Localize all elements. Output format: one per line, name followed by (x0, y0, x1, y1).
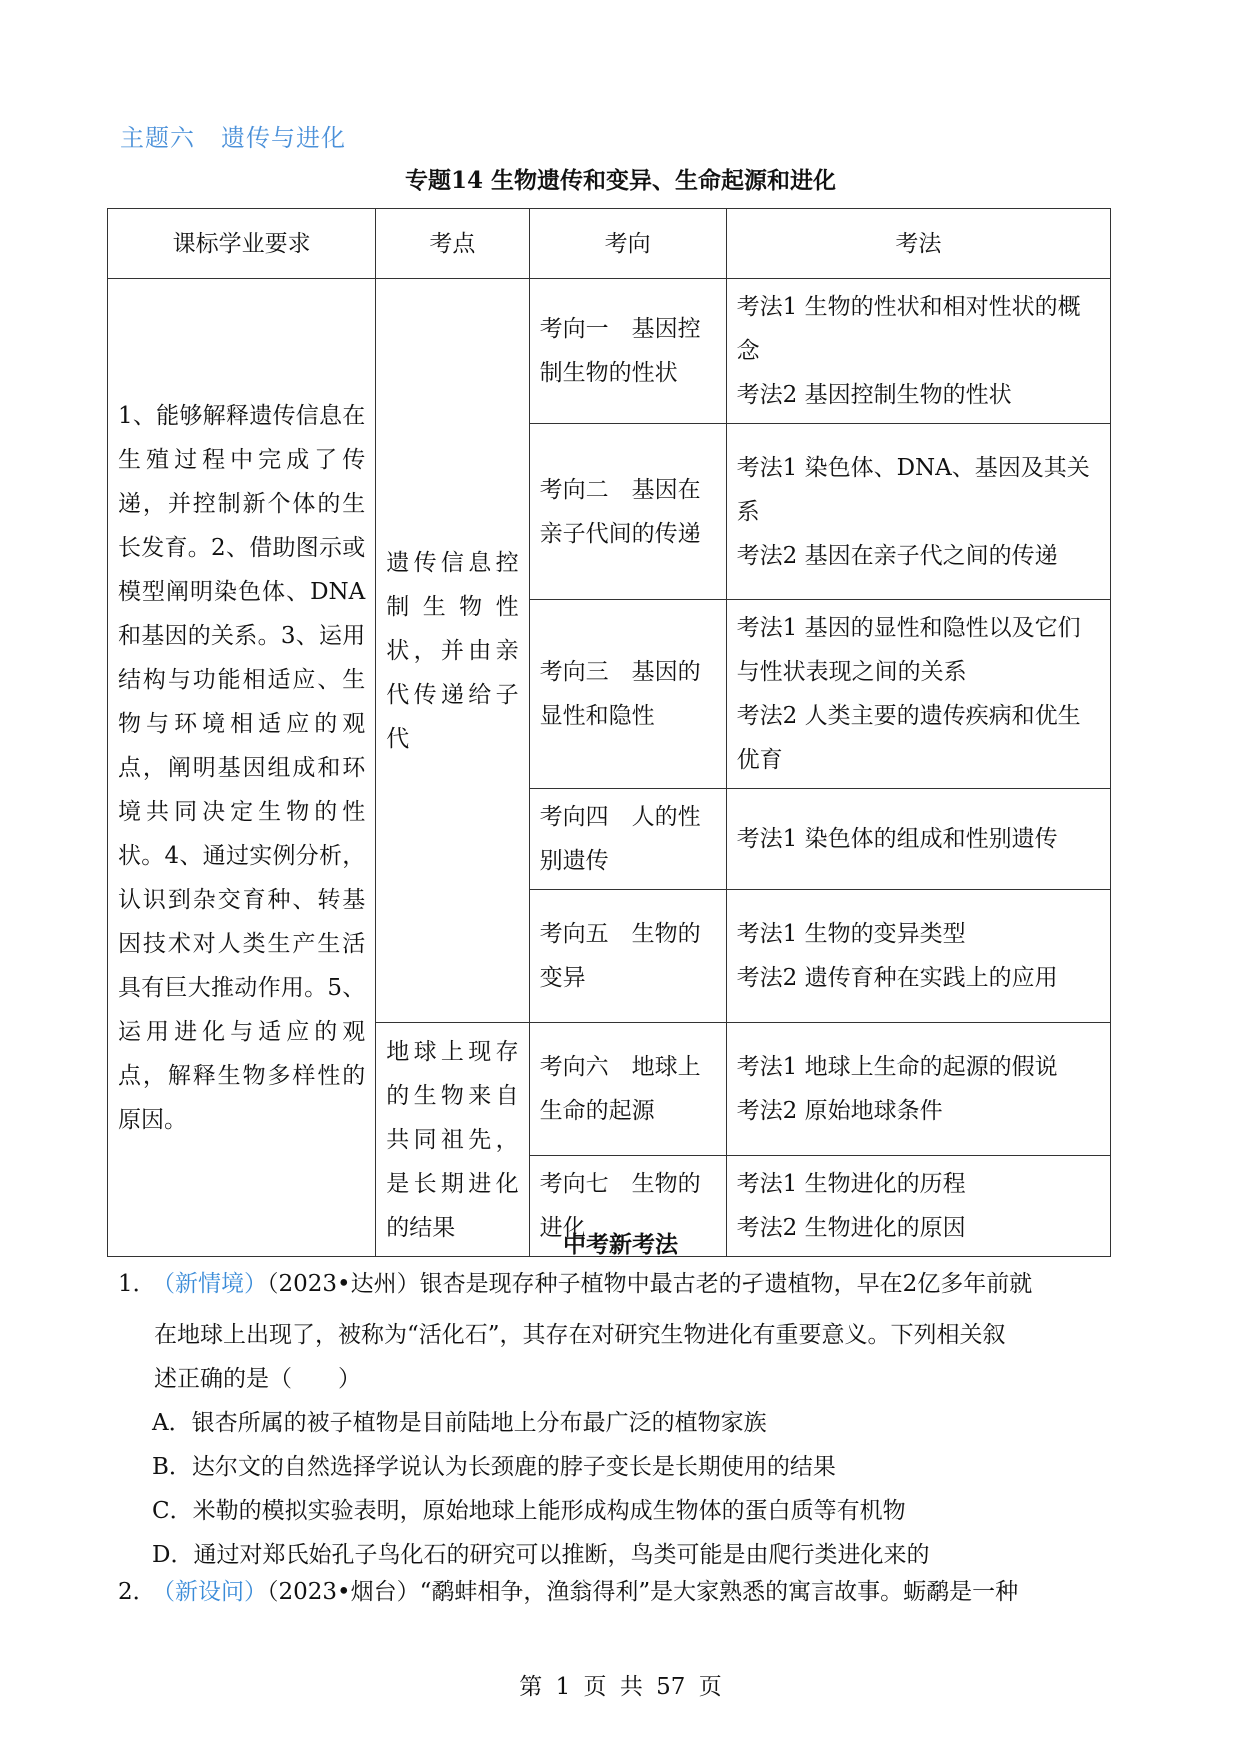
direction-cell: 考向五 生物的变异 (529, 890, 726, 1023)
direction-cell: 考向六 地球上生命的起源 (529, 1023, 726, 1156)
theme-label: 主题六 (120, 124, 195, 152)
curriculum-table (107, 208, 1111, 1257)
point-cell-2: 地球上现存的生物来自共同祖先，是长期进化的结果 (376, 1023, 529, 1257)
method-cell (726, 890, 1110, 1023)
option-d: D．通过对郑氏始孔子鸟化石的研究可以推断，鸟类可能是由爬行类进化来的 (152, 1542, 930, 1568)
question-text: （2023•烟台）“鹬蚌相争，渔翁得利”是大家熟悉的寓言故事。蛎鹬是一种 (267, 1579, 1019, 1605)
header-requirements: 课标学业要求 (108, 209, 376, 279)
question-number: 1． (118, 1271, 156, 1297)
method-cell (726, 424, 1110, 600)
method-line: 考法1 生物的变异类型 (736, 921, 966, 947)
method-line: 考法2 基因控制生物的性状 (736, 382, 1012, 408)
theme-name: 遗传与进化 (221, 124, 346, 152)
question-1-line-1 (118, 1262, 1032, 1306)
direction-cell: 考向一 基因控制生物的性状 (529, 279, 726, 424)
method-line: 考法2 生物进化的原因 (736, 1215, 966, 1241)
section-title: 中考新考法 (563, 1231, 678, 1258)
header-points: 考点 (376, 209, 529, 279)
method-line: 考法1 基因的显性和隐性以及它们与性状表现之间的关系 (736, 615, 1081, 685)
header-directions: 考向 (529, 209, 726, 279)
question-text: 在地球上出现了，被称为“活化石”，其存在对研究生物进化有重要意义。下列相关叙 (154, 1322, 1006, 1348)
method-cell (726, 789, 1110, 890)
table-row (108, 279, 1111, 424)
header-methods: 考法 (726, 209, 1110, 279)
method-line: 考法1 地球上生命的起源的假说 (736, 1054, 1058, 1080)
method-line: 考法1 生物的性状和相对性状的概念 (736, 294, 1081, 364)
method-cell (726, 1023, 1110, 1156)
direction-cell: 考向三 基因的显性和隐性 (529, 600, 726, 789)
direction-cell: 考向二 基因在亲子代间的传递 (529, 424, 726, 600)
theme-heading (120, 118, 346, 153)
method-line: 考法1 生物进化的历程 (736, 1171, 966, 1197)
direction-cell: 考向四 人的性别遗传 (529, 789, 726, 890)
method-cell (726, 600, 1110, 789)
direction-cell: 考向七 生物的进化 (529, 1156, 726, 1257)
method-line: 考法2 人类主要的遗传疾病和优生优育 (736, 703, 1081, 773)
question-text: 述正确的是（ ） (154, 1366, 361, 1392)
question-tag: （新设问） (152, 1579, 267, 1605)
topic-title: 专题14 生物遗传和变异、生命起源和进化 (404, 167, 836, 194)
method-line: 考法2 遗传育种在实践上的应用 (736, 965, 1058, 991)
question-text: （2023•达州）银杏是现存种子植物中最古老的孑遗植物，早在2亿多年前就 (267, 1271, 1033, 1297)
option-c: C．米勒的模拟实验表明，原始地球上能形成构成生物体的蛋白质等有机物 (152, 1498, 906, 1524)
method-line: 考法1 染色体的组成和性别遗传 (736, 826, 1058, 852)
page-footer: 第 1 页 共 57 页 (519, 1674, 722, 1700)
question-tag: （新情境） (152, 1271, 267, 1297)
method-cell (726, 279, 1110, 424)
requirements-cell: 1、能够解释遗传信息在生殖过程中完成了传递，并控制新个体的生长发育。2、借助图示或模型阐明染色体、DNA和基因的关系。3、运用结构与功能相适应、生物与环境相适应的观点，阐明基因组成和环境共同决定生物的性状。4、通过实例分析，认识到杂交育种、转基因技术对人类生产生活具有巨大推动作用。5、运用进化与适应的观点，解释生物多样性的原因。 (108, 279, 376, 1257)
method-line: 考法1 染色体、DNA、基因及其关系 (736, 454, 1090, 525)
option-b: B．达尔文的自然选择学说认为长颈鹿的脖子变长是长期使用的结果 (152, 1454, 836, 1480)
table-header-row (108, 209, 1111, 279)
question-2-line-1 (118, 1570, 1018, 1614)
point-cell-1: 遗传信息控制生物性状，并由亲代传递给子代 (376, 279, 529, 1023)
option-a: A．银杏所属的被子植物是目前陆地上分布最广泛的植物家族 (152, 1410, 767, 1436)
method-line: 考法2 基因在亲子代之间的传递 (736, 542, 1058, 569)
method-line: 考法2 原始地球条件 (736, 1098, 943, 1124)
question-number: 2． (118, 1579, 156, 1605)
